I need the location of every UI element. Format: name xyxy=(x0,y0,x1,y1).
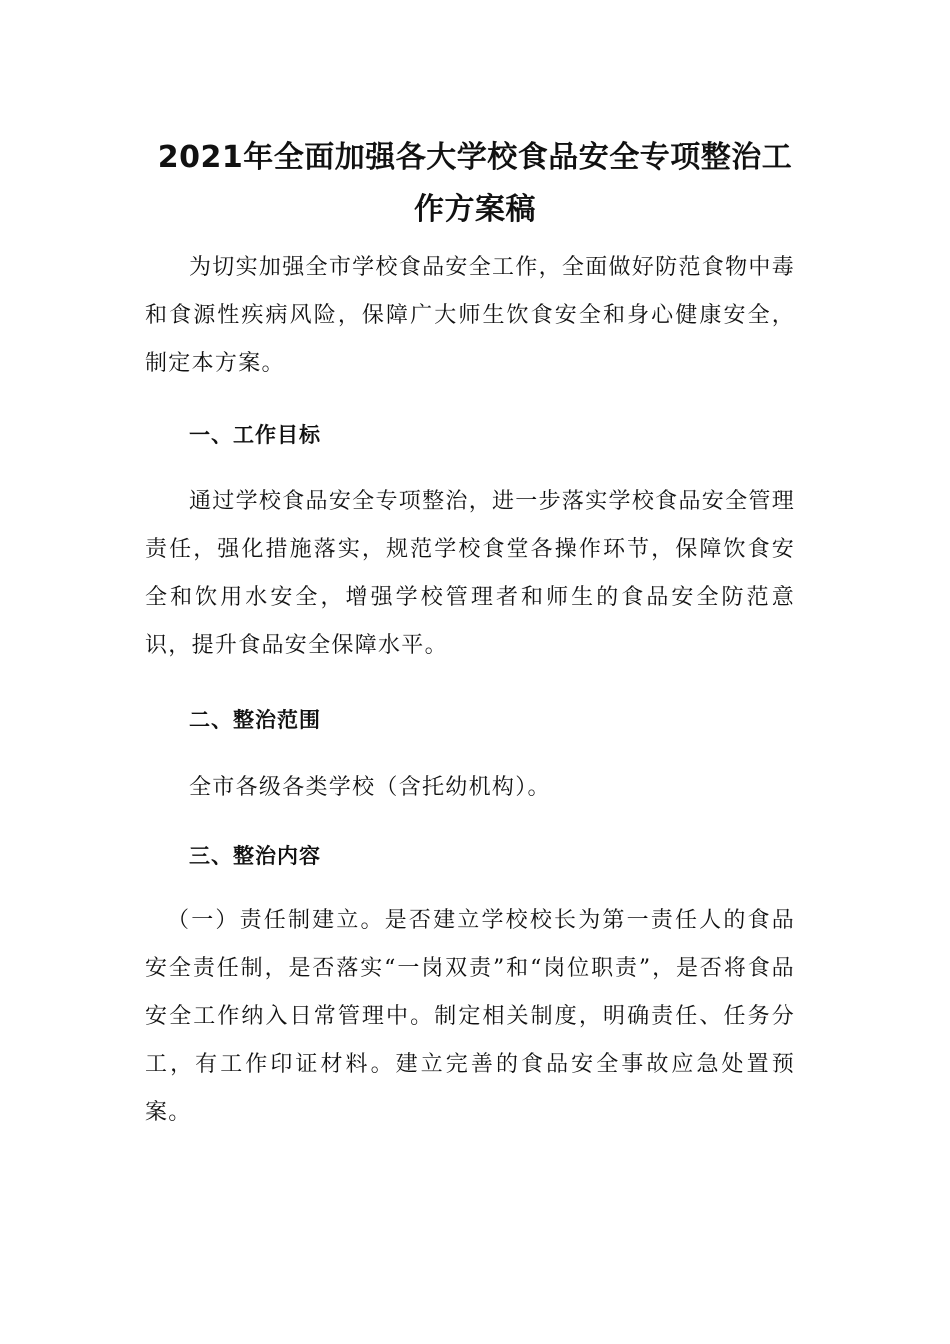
intro-paragraph: 为切实加强全市学校食品安全工作，全面做好防范食物中毒和食源性疾病风险，保障广大师生饮食安全和身心健康安全，制定本方案。 xyxy=(145,255,795,376)
section-body-content: （一）责任制建立。是否建立学校校长为第一责任人的食品安全责任制，是否落实“一岗双责”和“岗位职责”，是否将食品安全工作纳入日常管理中。制定相关制度，明确责任、任务分工，有工作印证材料。建立完善的食品安全事故应急处置预案。 xyxy=(145,908,795,1125)
section-heading-goals: 一、工作目标 xyxy=(189,423,321,447)
document-title: 2021年全面加强各大学校食品安全专项整治工作方案稿 xyxy=(157,140,793,227)
section-heading-scope: 二、整治范围 xyxy=(189,708,321,732)
section-body-goals: 通过学校食品安全专项整治，进一步落实学校食品安全管理责任，强化措施落实，规范学校食堂各操作环节，保障饮食安全和饮用水安全，增强学校管理者和师生的食品安全防范意识，提升食品安全保障水平。 xyxy=(145,489,795,658)
section-body-scope: 全市各级各类学校（含托幼机构）。 xyxy=(189,775,551,800)
section-heading-content: 三、整治内容 xyxy=(189,844,321,868)
